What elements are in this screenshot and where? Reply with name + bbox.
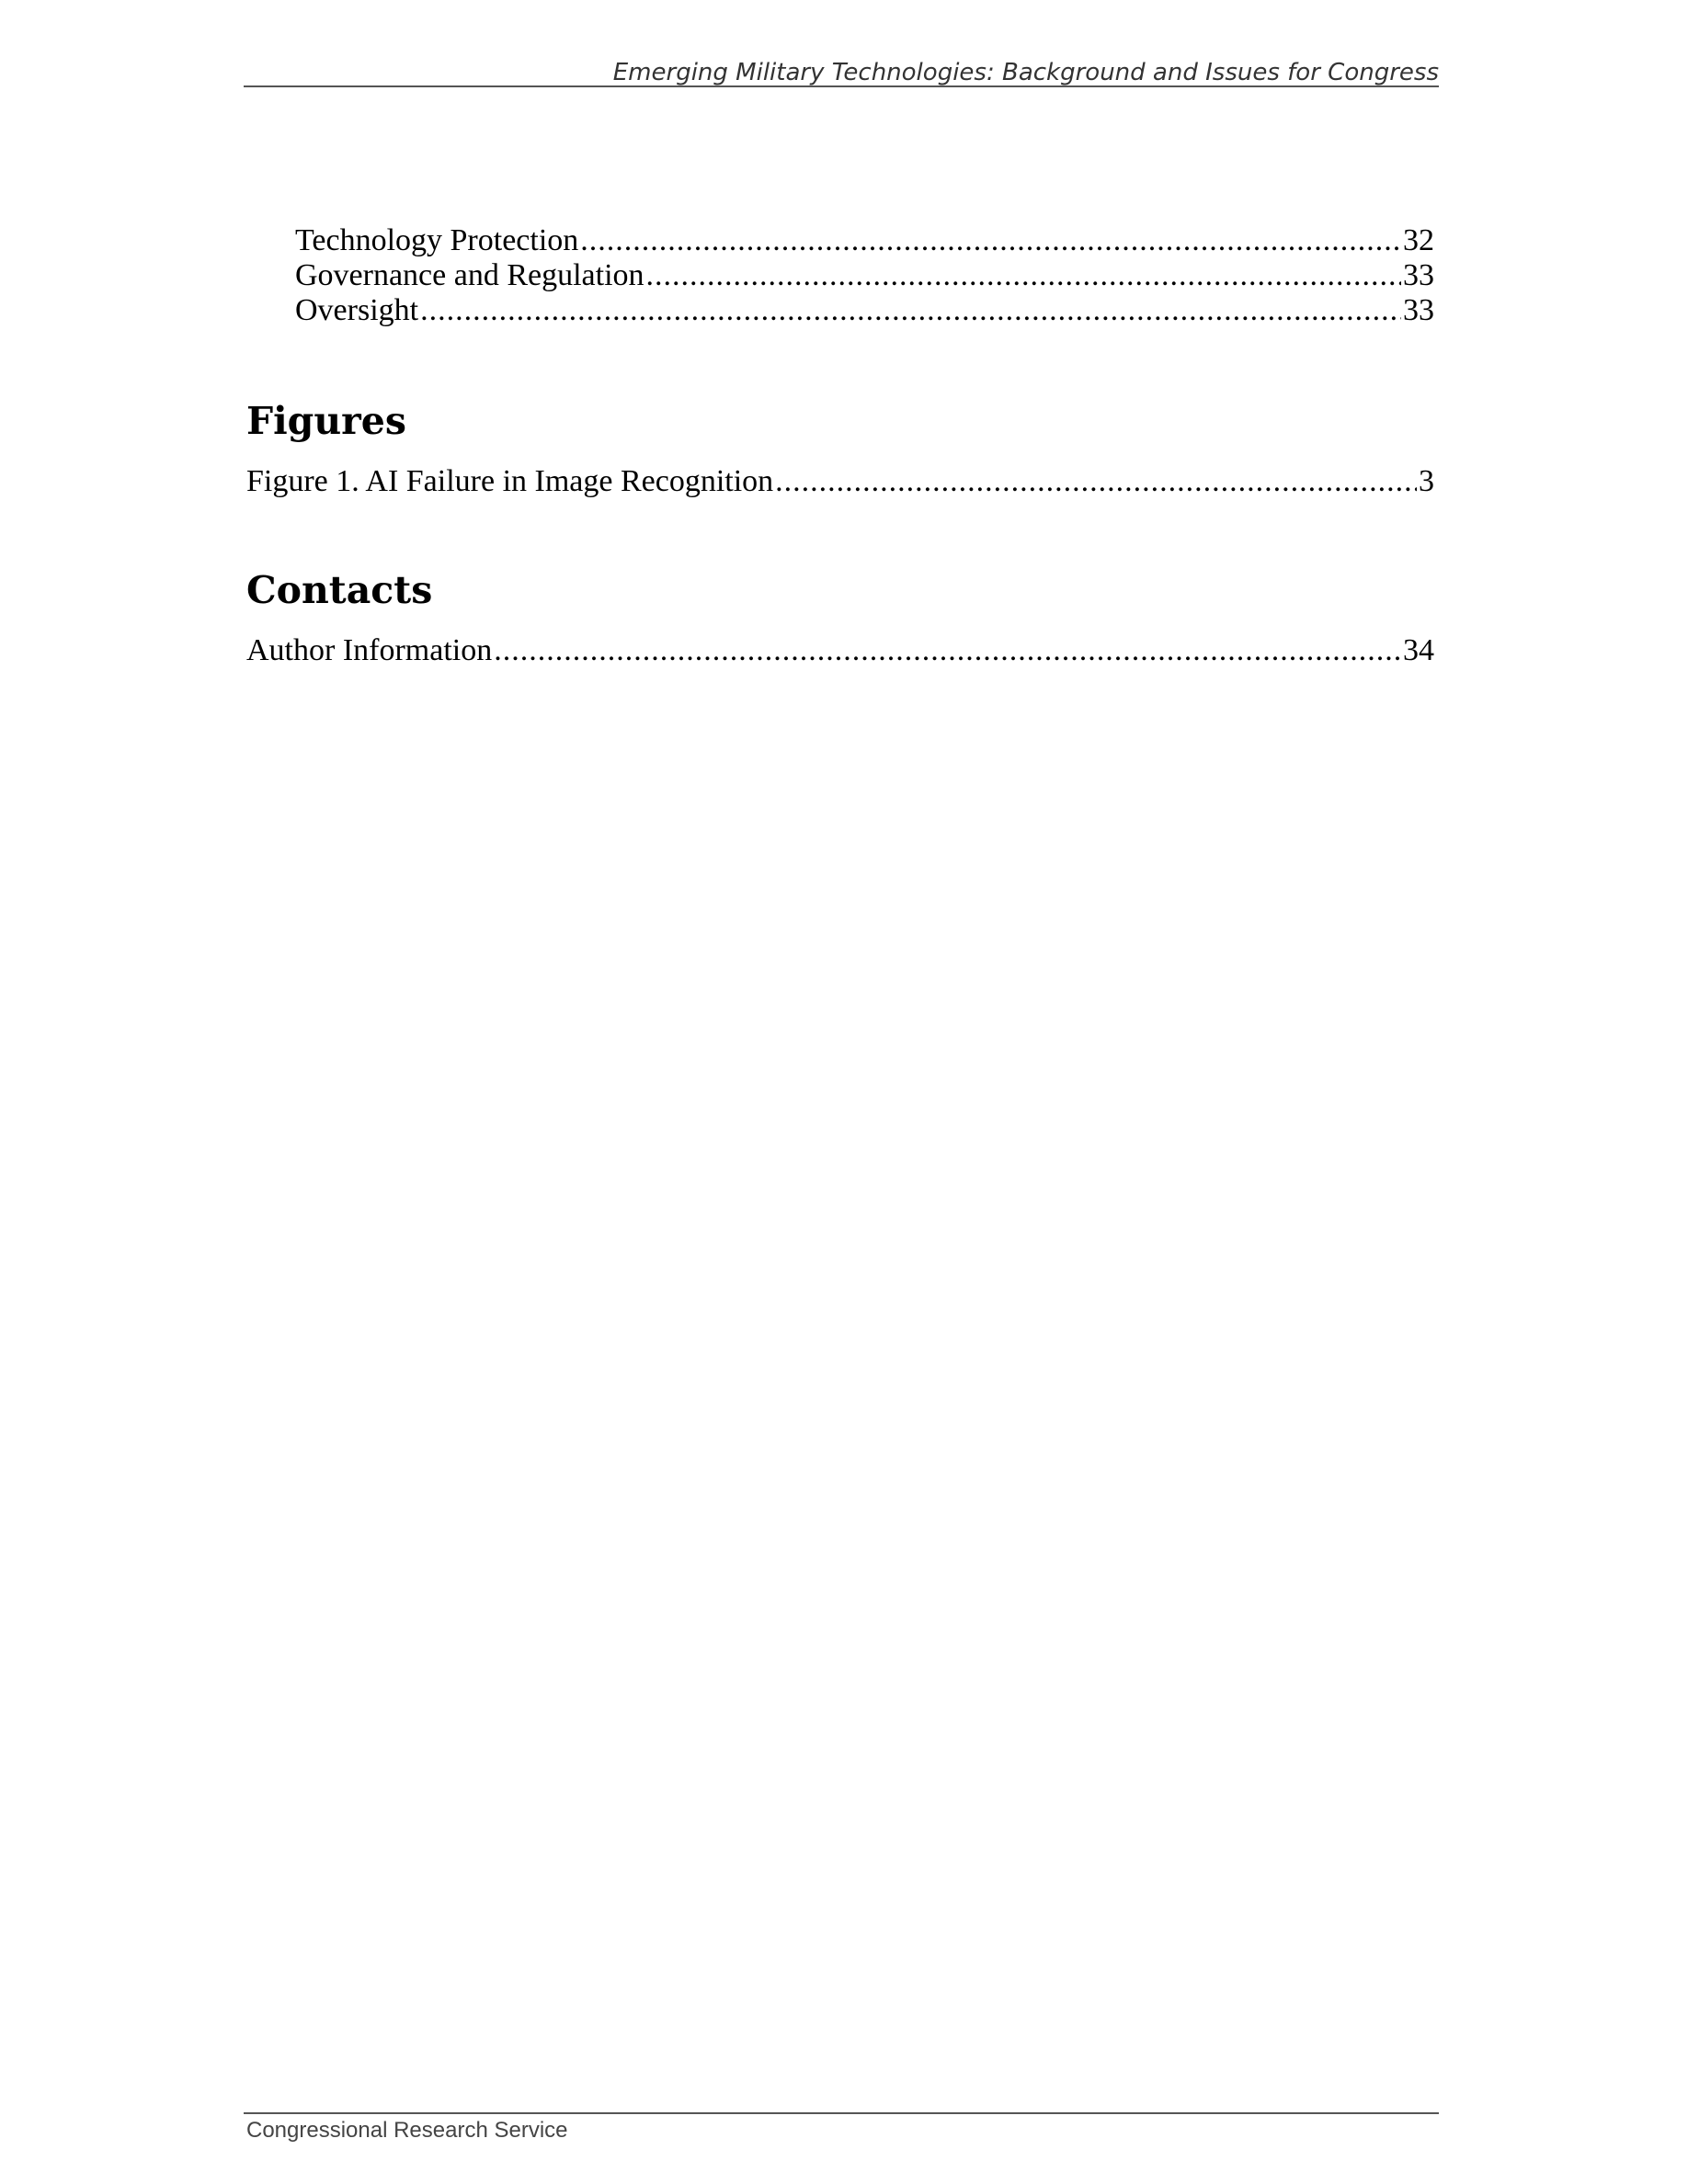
dot-leader [494,633,1401,668]
figure-entry-label: Figure 1. AI Failure in Image Recognition [246,464,774,498]
dot-leader [580,223,1401,258]
figure-entry-page: 3 [1419,464,1434,498]
dot-leader [420,293,1401,328]
toc-entry-page: 32 [1403,223,1434,257]
running-header: Emerging Military Technologies: Background and Issues for Congress [612,59,1439,86]
toc-entry-governance-and-regulation[interactable] [246,258,1434,293]
toc-entry-technology-protection[interactable] [246,223,1434,258]
footer-rule [244,2112,1439,2114]
toc-entry-label: Oversight [295,293,419,327]
contact-entry-author-information[interactable] [246,633,1434,668]
toc-entry-label: Technology Protection [295,223,579,257]
contact-entry-label: Author Information [246,633,493,667]
toc-continued-list [246,223,1434,328]
toc-entry-oversight[interactable] [246,293,1434,328]
toc-entry-page: 33 [1403,258,1434,292]
footer-text: Congressional Research Service [246,2118,568,2143]
toc-entry-page: 33 [1403,293,1434,327]
figures-heading: Figures [246,399,406,443]
dot-leader [775,464,1417,499]
dot-leader [646,258,1401,293]
contacts-list [246,633,1434,668]
figure-entry-1[interactable] [246,464,1434,499]
toc-entry-label: Governance and Regulation [295,258,644,292]
header-rule [244,85,1439,87]
contact-entry-page: 34 [1403,633,1434,667]
contacts-heading: Contacts [246,568,433,612]
figures-list [246,464,1434,499]
